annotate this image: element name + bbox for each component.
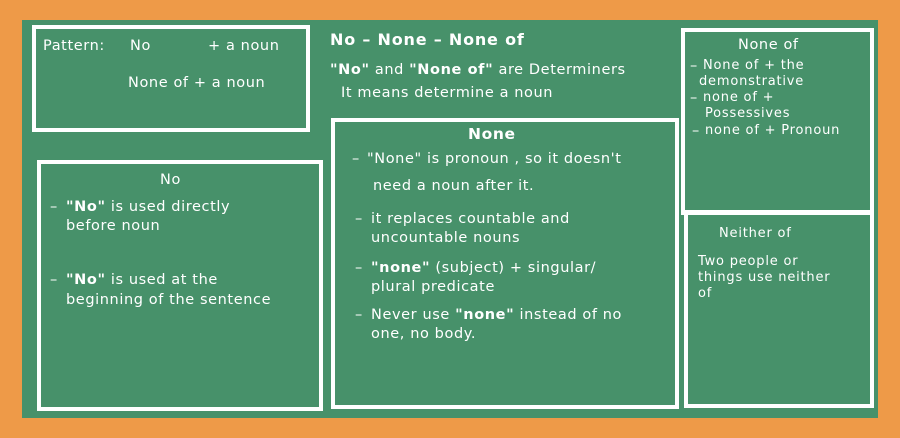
no-item2-rest: is used at the [110, 272, 218, 288]
none-item3-bold: "none" [371, 260, 431, 276]
no-item1-line1 [66, 199, 230, 215]
none-item4-line1 [371, 307, 622, 323]
none-item1-dash: – [352, 151, 360, 167]
page-title: No – None – None of [330, 30, 525, 49]
no-item2-bold: "No" [66, 272, 106, 288]
neither-line3: of [698, 286, 713, 301]
header-line1 [330, 62, 626, 78]
none-item3-dash: – [355, 260, 363, 276]
noneof-box [681, 28, 874, 215]
none-item1-line1: "None" is pronoun , so it doesn't [367, 151, 622, 167]
noneof-item3-dash: – [692, 123, 701, 139]
noneof-item1-line1: None of + the [703, 58, 805, 73]
noneof-item1-dash: – [690, 58, 699, 74]
header-line2: It means determine a noun [341, 85, 554, 101]
noneof-item2-line1: none of + [703, 90, 775, 105]
no-item1-dash: – [50, 199, 58, 215]
no-item2-line1 [66, 272, 218, 288]
neither-line1: Two people or [698, 254, 799, 269]
noneof-item3: none of + Pronoun [705, 123, 841, 138]
none-box-title: None [468, 125, 516, 143]
header-noneof: "None of" [409, 62, 494, 78]
no-item2-dash: – [50, 272, 58, 288]
header-rest: are Determiners [498, 62, 626, 78]
no-item1-line2: before noun [66, 218, 161, 234]
neither-line2: things use neither [698, 270, 831, 285]
pattern-row1-word: No [130, 38, 151, 54]
pattern-row2: None of + a noun [128, 75, 266, 91]
none-item2-line1: it replaces countable and [371, 211, 570, 227]
no-item1-rest: is used directly [110, 199, 231, 215]
pattern-row1-rest: + a noun [208, 38, 280, 54]
none-item4-post: instead of no [519, 307, 623, 323]
none-item3-rest: (subject) + singular/ [435, 260, 597, 276]
none-item3-line2: plural predicate [371, 279, 495, 295]
noneof-box-title: None of [738, 37, 799, 53]
noneof-item2-line2: Possessives [705, 106, 791, 121]
header-and: and [374, 62, 404, 78]
none-item1-line2: need a noun after it. [373, 178, 535, 194]
noneof-item2-dash: – [690, 90, 699, 106]
no-item1-bold: "No" [66, 199, 106, 215]
none-item2-line2: uncountable nouns [371, 230, 521, 246]
none-item4-dash: – [355, 307, 363, 323]
none-item4-bold: "none" [455, 307, 515, 323]
neither-box-title: Neither of [719, 226, 792, 241]
no-box-title: No [160, 172, 181, 188]
no-item2-line2: beginning of the sentence [66, 292, 272, 308]
noneof-item1-line2: demonstrative [699, 74, 805, 89]
none-item4-pre: Never use [371, 307, 450, 323]
header-no: "No" [330, 62, 370, 78]
none-item4-line2: one, no body. [371, 326, 477, 342]
pattern-label: Pattern: [43, 38, 105, 54]
none-item3-line1 [371, 260, 596, 276]
none-item2-dash: – [355, 211, 363, 227]
